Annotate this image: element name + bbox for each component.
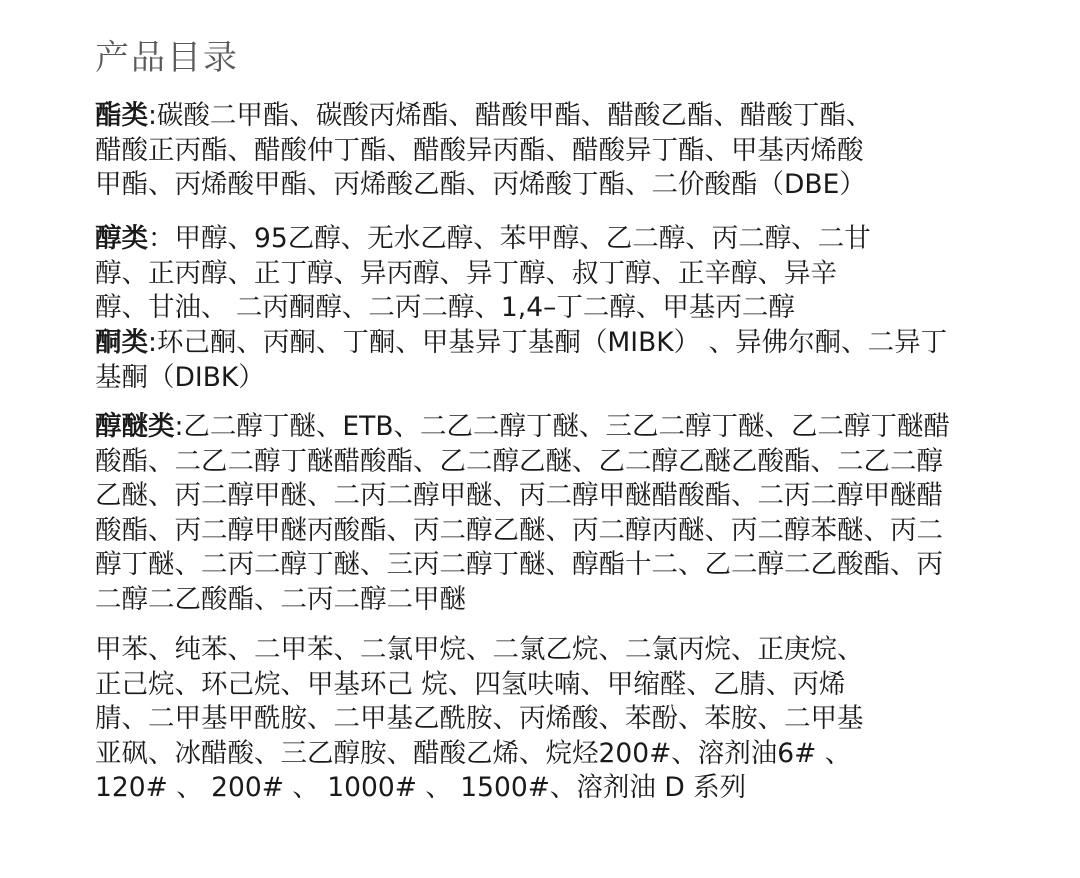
esters-section (95, 99, 1065, 203)
ketones-section (95, 326, 1065, 395)
alcohols-label: 醇类 (95, 223, 148, 254)
other-solvents-line-3: 腈、二甲基甲酰胺、二甲基乙酰胺、丙烯酸、苯酚、苯胺、二甲基 (95, 703, 864, 734)
alcohols-line-2: 醇、正丙醇、正丁醇、异丙醇、异丁醇、叔丁醇、正辛醇、异辛 (95, 257, 837, 289)
esters-text: :碳酸二甲酯、碳酸丙烯酯、醋酸甲酯、醋酸乙酯、醋酸丁酯、 (148, 100, 873, 131)
glycol-ethers-line-5: 醇丁醚、二丙二醇丁醚、三丙二醇丁醚、醇酯十二、乙二醇二乙酸酯、丙 (95, 549, 943, 580)
ketones-label: 酮类 (95, 327, 148, 358)
other-solvents-section (95, 633, 1065, 806)
other-solvents-line-2: 正己烷、环己烷、甲基环己 烷、四氢呋喃、甲缩醛、乙腈、丙烯 (95, 668, 846, 700)
glycol-ethers-line-2: 酸酯、二乙二醇丁醚醋酸酯、乙二醇乙醚、乙二醇乙醚乙酸酯、二乙二醇 (95, 445, 943, 477)
glycol-ethers-line-4: 酸酯、丙二醇甲醚丙酸酯、丙二醇乙醚、丙二醇丙醚、丙二醇苯醚、丙二 (95, 514, 943, 546)
glycol-ethers-label: 醇醚类 (95, 411, 175, 442)
ketones-line-1 (95, 326, 1065, 361)
alcohols-section (95, 222, 1065, 326)
esters-line-3: 甲酯、丙烯酸甲酯、丙烯酸乙酯、丙烯酸丁酯、二价酸酯（DBE） (95, 169, 866, 200)
other-solvents-line-1: 甲苯、纯苯、二甲苯、二氯甲烷、二氯乙烷、二氯丙烷、正庚烷、 (95, 634, 864, 665)
glycol-ethers-section (95, 410, 1065, 617)
glycol-ethers-text: :乙二醇丁醚、ETB、二乙二醇丁醚、三乙二醇丁醚、乙二醇丁醚醋 (174, 411, 951, 442)
other-solvents-line-5: 120# 、 200# 、 1000# 、 1500#、溶剂油 D 系列 (95, 772, 747, 803)
alcohols-line-1 (95, 222, 1065, 257)
glycol-ethers-line-6: 二醇二乙酸酯、二丙二醇二甲醚 (95, 583, 466, 615)
page-title: 产品目录 (95, 38, 239, 78)
ketones-text: :环己酮、丙酮、丁酮、甲基异丁基酮（MIBK） 、异佛尔酮、二异丁 (148, 327, 948, 358)
ketones-line-2: 基酮（DIBK） (95, 361, 265, 393)
glycol-ethers-line-1 (95, 410, 1065, 445)
glycol-ethers-line-3: 乙醚、丙二醇甲醚、二丙二醇甲醚、丙二醇甲醚醋酸酯、二丙二醇甲醚醋 (95, 480, 943, 511)
other-solvents-line-4: 亚砜、冰醋酸、三乙醇胺、醋酸乙烯、烷烃200#、溶剂油6# 、 (95, 737, 852, 769)
esters-line-2: 醋酸正丙酯、醋酸仲丁酯、醋酸异丙酯、醋酸异丁酯、甲基丙烯酸 (95, 134, 864, 166)
alcohols-line-3: 醇、甘油、 二丙酮醇、二丙二醇、1,4–丁二醇、甲基丙二醇 (95, 292, 795, 323)
alcohols-text: ：甲醇、95乙醇、无水乙醇、苯甲醇、乙二醇、丙二醇、二甘 (148, 223, 871, 254)
esters-label: 酯类 (95, 100, 148, 131)
esters-line-1 (95, 99, 1065, 134)
